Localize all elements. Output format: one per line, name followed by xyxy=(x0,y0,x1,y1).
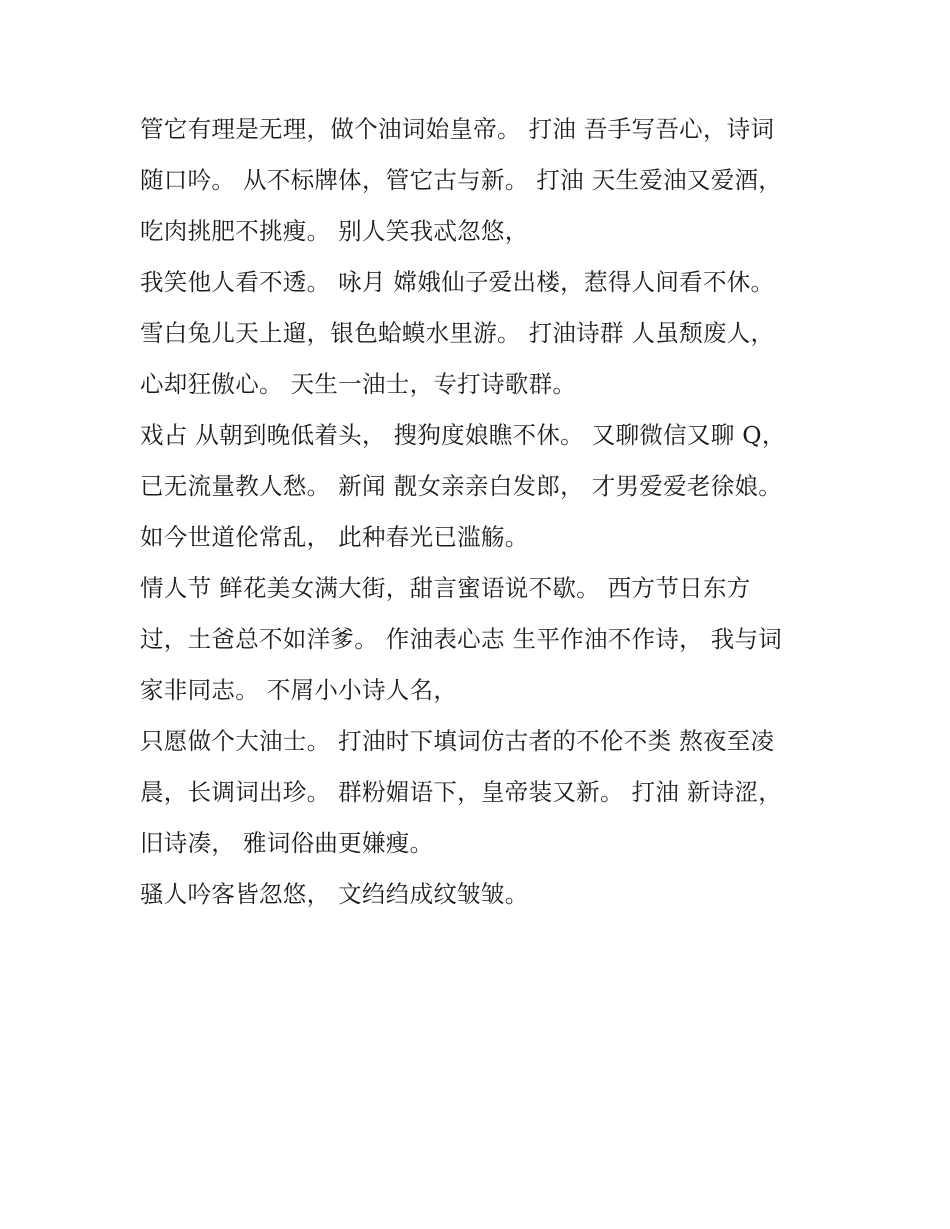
text-line-15: 旧诗凑， 雅词俗曲更嫌瘦。 xyxy=(140,829,434,857)
text-line-2: 随口吟。 从不标牌体，管它古与新。 打油 天生爱油又爱酒， xyxy=(140,166,783,194)
text-line-16: 骚人吟客皆忽悠， 文绉绉成纹皱皱。 xyxy=(140,880,529,908)
text-line-1: 管它有理是无理，做个油词始皇帝。 打油 吾手写吾心，诗词 xyxy=(140,115,775,143)
text-line-4: 我笑他人看不透。 咏月 嫦娥仙子爱出楼，惹得人间看不休。 xyxy=(140,268,775,296)
text-line-9: 如今世道伦常乱， 此种春光已滥觞。 xyxy=(140,523,529,551)
text-line-14: 晨，长调词出珍。 群粉媚语下，皇帝装又新。 打油 新诗涩， xyxy=(140,778,783,806)
text-line-13: 只愿做个大油士。 打油时下填词仿古者的不伦不类 熬夜至凌 xyxy=(140,727,775,755)
text-line-3: 吃肉挑肥不挑瘦。 别人笑我忒忽悠， xyxy=(140,217,529,245)
text-line-7: 戏占 从朝到晚低着头， 搜狗度娘瞧不休。 又聊微信又聊 Q， xyxy=(140,421,786,449)
document-body xyxy=(140,107,820,923)
text-line-5: 雪白兔儿天上遛，银色蛤蟆水里游。 打油诗群 人虽颓废人， xyxy=(140,319,775,347)
text-line-11: 过，土爸总不如洋爹。 作油表心志 生平作油不作诗， 我与词 xyxy=(140,625,783,653)
text-line-12: 家非同志。 不屑小小诗人名， xyxy=(140,676,458,704)
text-line-6: 心却狂傲心。 天生一油士，专打诗歌群。 xyxy=(140,370,577,398)
text-line-10: 情人节 鲜花美女满大街，甜言蜜语说不歇。 西方节日东方 xyxy=(140,574,751,602)
text-line-8: 已无流量教人愁。 新闻 靓女亲亲白发郎， 才男爱爱老徐娘。 xyxy=(140,472,783,500)
